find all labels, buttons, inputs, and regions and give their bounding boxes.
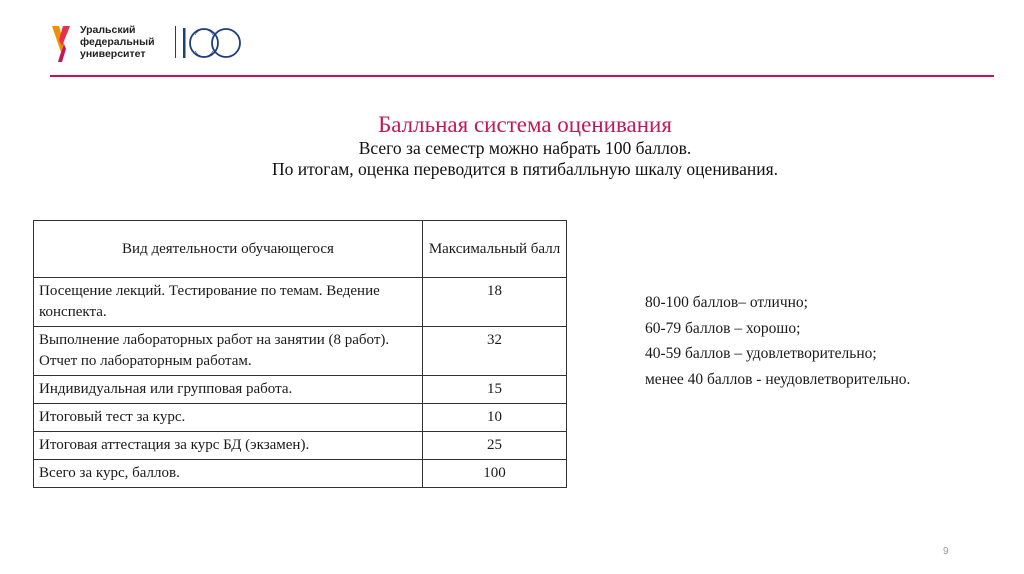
header-accent-line (50, 75, 994, 77)
slide-header (0, 0, 1024, 80)
table-header-row (34, 221, 567, 278)
points-cell: 18 (423, 278, 567, 327)
slide-title: Балльная система оценивания (378, 112, 672, 137)
activity-cell: Итоговый тест за курс. (34, 404, 423, 432)
table-row (34, 327, 567, 376)
header-max-points: Максимальный балл (423, 221, 567, 278)
urfu-logo-icon (50, 22, 72, 64)
points-cell: 100 (423, 460, 567, 488)
grade-scale-item: 60-79 баллов – хорошо; (645, 319, 801, 337)
table-row (34, 404, 567, 432)
header-activity: Вид деятельности обучающегося (34, 221, 423, 278)
activity-cell: Выполнение лабораторных работ на занятии (8 работ). Отчет по лабораторным работам. (34, 327, 423, 376)
logo-divider (175, 26, 176, 58)
grade-scale-item: менее 40 баллов - неудовлетворительно. (645, 370, 911, 388)
points-cell: 25 (423, 432, 567, 460)
grading-table (33, 220, 567, 488)
table-row (34, 278, 567, 327)
activity-cell: Индивидуальная или групповая работа. (34, 376, 423, 404)
grade-scale (645, 290, 910, 392)
activity-cell: Посещение лекций. Тестирование по темам. Ведение конспекта. (34, 278, 423, 327)
logo-line: университет (80, 48, 146, 60)
grade-scale-item: 40-59 баллов – удовлетворительно; (645, 345, 877, 362)
page-number: 9 (943, 546, 949, 557)
subtitle-line: По итогам, оценка переводится в пятибалльную шкалу оценивания. (271, 159, 778, 179)
logo-line: федеральный (80, 36, 155, 48)
table-row (34, 432, 567, 460)
title-block (0, 112, 1024, 180)
logo-line: Уральский (80, 24, 136, 36)
activity-cell: Итоговая аттестация за курс БД (экзамен). (34, 432, 423, 460)
points-cell: 10 (423, 404, 567, 432)
points-cell: 15 (423, 376, 567, 404)
grade-scale-item: 80-100 баллов– отлично; (645, 294, 808, 311)
anniversary-100-logo (181, 24, 243, 62)
points-cell: 32 (423, 327, 567, 376)
table-row (34, 460, 567, 488)
activity-cell: Всего за курс, баллов. (34, 460, 423, 488)
table-row (34, 376, 567, 404)
subtitle-line: Всего за семестр можно набрать 100 баллов. (358, 138, 692, 158)
university-name (80, 24, 155, 60)
